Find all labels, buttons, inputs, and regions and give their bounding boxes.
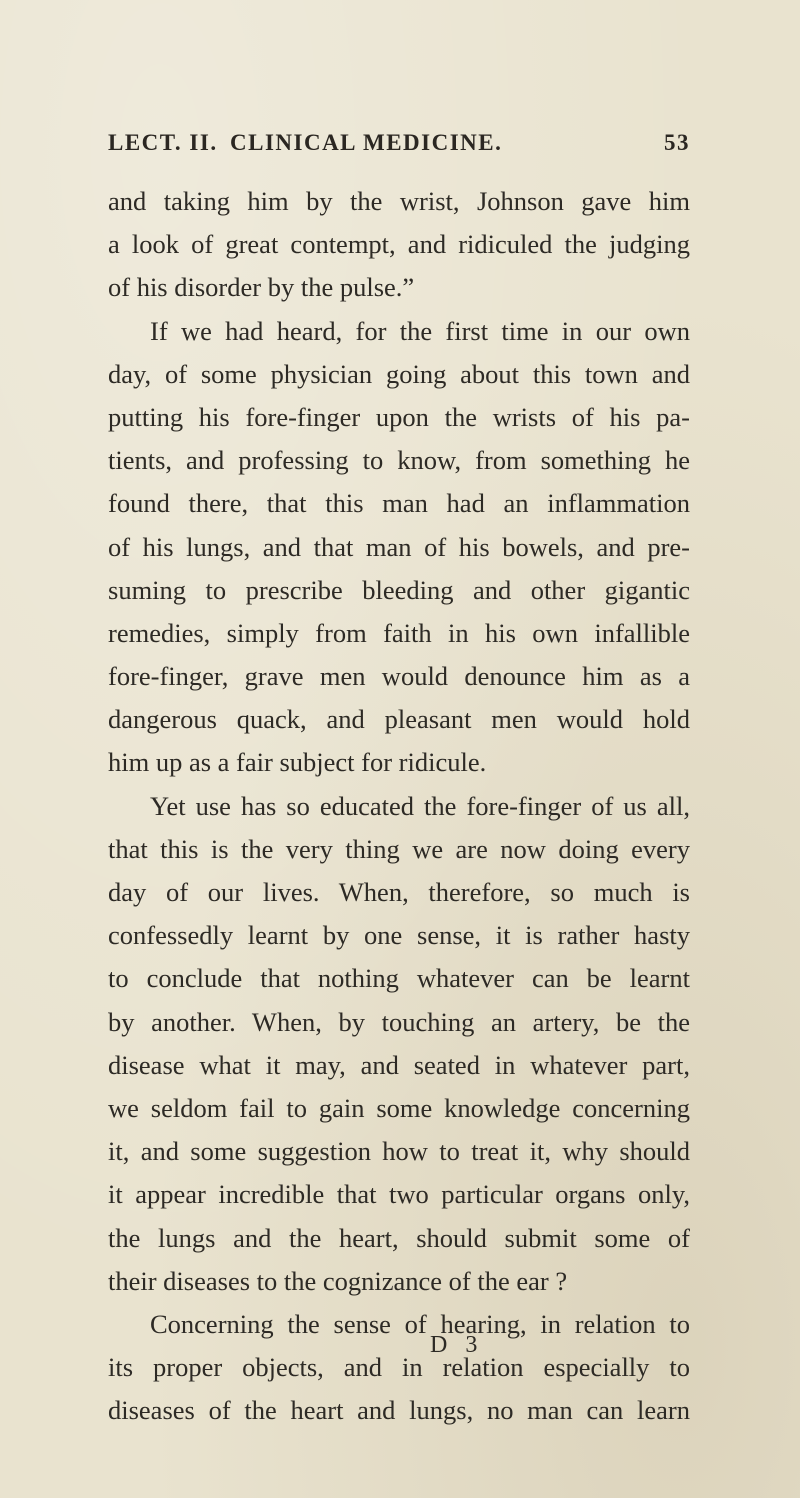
text-line-27: Concerning the sense of hearing, in relation to: [150, 1308, 690, 1339]
text-line-26: their diseases to the cognizance of the ear ?: [108, 1265, 568, 1296]
text-line-7: tients, and professing to know, from something he: [108, 445, 690, 476]
text-line-24: it appear incredible that two particular organs only,: [108, 1179, 690, 1210]
text-line-20: by another. When, by touching an artery, be the: [108, 1006, 690, 1037]
body-text: [108, 180, 690, 1432]
text-line-8: found there, that this man had an inflammation: [108, 488, 690, 519]
text-line-14: him up as a fair subject for ridicule.: [108, 747, 487, 778]
text-line-2: a look of great contempt, and ridiculed the judging: [108, 229, 690, 260]
page-number: 53: [664, 130, 690, 155]
text-line-25: the lungs and the heart, should submit some of: [108, 1222, 690, 1253]
text-line-29: diseases of the heart and lungs, no man can learn: [108, 1395, 690, 1426]
text-line-11: remedies, simply from faith in his own infallible: [108, 617, 690, 648]
text-line-19: to conclude that nothing whatever can be learnt: [108, 963, 690, 994]
text-line-13: dangerous quack, and pleasant men would hold: [108, 704, 690, 735]
text-line-15: Yet use has so educated the fore-finger of us all,: [150, 790, 690, 821]
lecture-label: LECT. II.: [108, 130, 218, 155]
text-line-4: If we had heard, for the first time in our own: [150, 315, 690, 346]
text-line-28: its proper objects, and in relation especially to: [108, 1352, 690, 1383]
text-line-10: suming to prescribe bleeding and other gigantic: [108, 574, 690, 605]
text-line-22: we seldom fail to gain some knowledge concerning: [108, 1092, 690, 1123]
text-line-21: disease what it may, and seated in whatever part,: [108, 1049, 690, 1080]
running-title: CLINICAL MEDICINE.: [230, 130, 503, 155]
running-head: [108, 130, 690, 170]
text-line-17: day of our lives. When, therefore, so much is: [108, 877, 690, 907]
text-line-23: it, and some suggestion how to treat it, why should: [108, 1136, 690, 1167]
text-line-18: confessedly learnt by one sense, it is rather hasty: [108, 920, 690, 951]
text-line-1: and taking him by the wrist, Johnson gave him: [108, 186, 690, 216]
text-line-12: fore-finger, grave men would denounce him as a: [108, 661, 690, 692]
text-line-3: of his disorder by the pulse.”: [108, 272, 415, 303]
text-line-16: that this is the very thing we are now doing every: [108, 833, 690, 864]
signature-mark: D 3: [430, 1332, 484, 1358]
text-line-9: of his lungs, and that man of his bowels, and pre-: [108, 531, 690, 562]
text-line-6: putting his fore-finger upon the wrists of his pa-: [108, 401, 690, 432]
text-line-5: day, of some physician going about this town and: [108, 358, 690, 389]
